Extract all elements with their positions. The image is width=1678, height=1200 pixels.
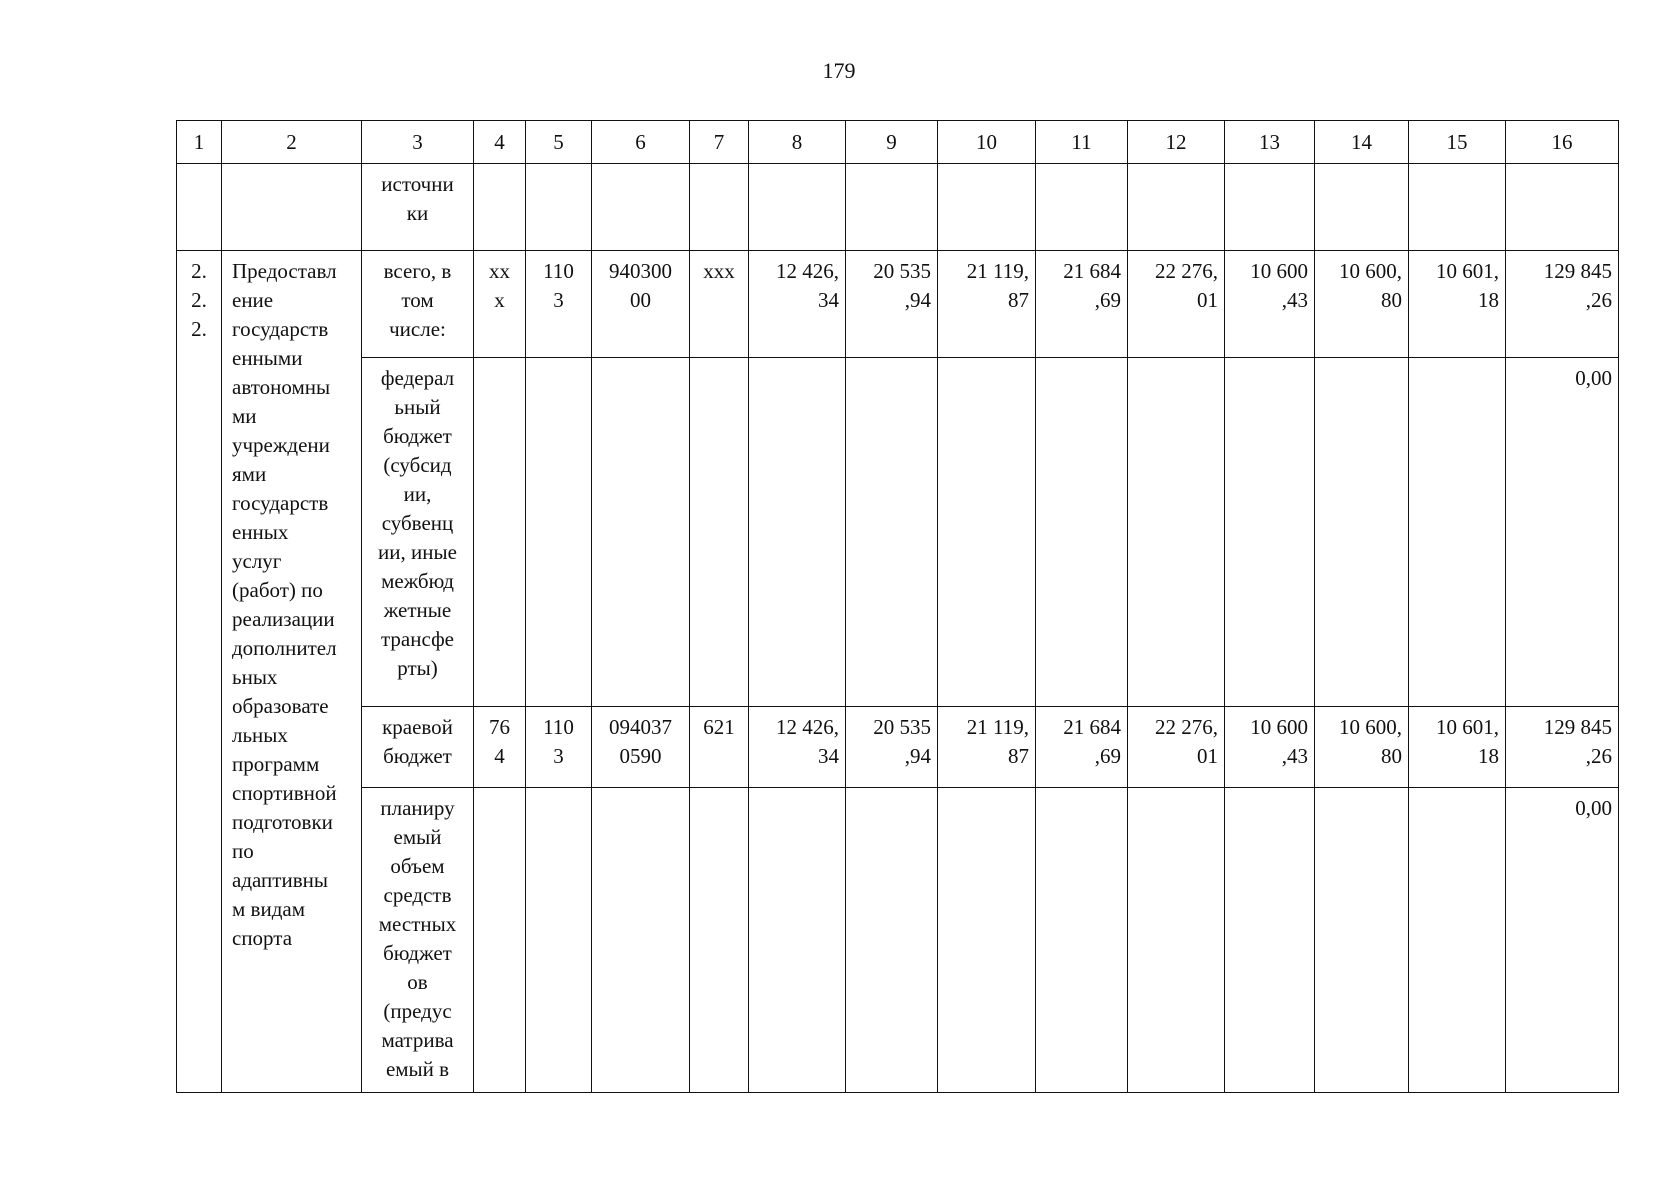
value-cell: 0,00 — [1506, 788, 1619, 1093]
table-cell — [1128, 788, 1225, 1093]
table-cell — [222, 164, 362, 251]
table-cell — [1225, 358, 1315, 707]
value-cell: 12 426, 34 — [749, 251, 846, 358]
table-cell — [1036, 164, 1128, 251]
table-cell — [846, 358, 938, 707]
table-cell — [1409, 164, 1506, 251]
value-cell: 0,00 — [1506, 358, 1619, 707]
table-cell — [526, 164, 592, 251]
header-cell: 13 — [1225, 121, 1315, 164]
source-cell: краевой бюджет — [362, 707, 474, 788]
table-cell — [938, 164, 1036, 251]
table-cell — [749, 788, 846, 1093]
table-cell — [1225, 788, 1315, 1093]
table-cell — [1315, 358, 1409, 707]
value-cell: ххх — [690, 251, 749, 358]
table-cell — [526, 358, 592, 707]
table-cell — [1036, 358, 1128, 707]
header-cell: 10 — [938, 121, 1036, 164]
regional-budget-row — [177, 707, 1619, 788]
value-cell: 129 845 ,26 — [1506, 707, 1619, 788]
table-cell — [592, 164, 690, 251]
source-cell: источни ки — [362, 164, 474, 251]
value-cell: 10 601, 18 — [1409, 251, 1506, 358]
header-cell: 15 — [1409, 121, 1506, 164]
value-cell: 10 600 ,43 — [1225, 707, 1315, 788]
table-cell — [846, 788, 938, 1093]
table-cell — [690, 358, 749, 707]
value-cell: 10 601, 18 — [1409, 707, 1506, 788]
table-cell — [592, 358, 690, 707]
table-cell — [1506, 164, 1619, 251]
header-cell: 7 — [690, 121, 749, 164]
value-cell: 621 — [690, 707, 749, 788]
value-cell: 110 3 — [526, 707, 592, 788]
value-cell: 094037 0590 — [592, 707, 690, 788]
header-cell: 8 — [749, 121, 846, 164]
table-cell — [474, 788, 526, 1093]
table-cell — [1128, 164, 1225, 251]
table-cell — [526, 788, 592, 1093]
header-cell: 14 — [1315, 121, 1409, 164]
table-cell — [592, 788, 690, 1093]
local-budget-row — [177, 788, 1619, 1093]
table-cell — [1225, 164, 1315, 251]
source-cell: всего, в том числе: — [362, 251, 474, 358]
table-cell — [1036, 788, 1128, 1093]
value-cell: 22 276, 01 — [1128, 707, 1225, 788]
value-cell: 110 3 — [526, 251, 592, 358]
value-cell: 21 119, 87 — [938, 251, 1036, 358]
table-cell — [1315, 788, 1409, 1093]
header-cell: 2 — [222, 121, 362, 164]
value-cell: 10 600, 80 — [1315, 707, 1409, 788]
table-cell — [1128, 358, 1225, 707]
value-cell: 21 119, 87 — [938, 707, 1036, 788]
column-number-row — [177, 121, 1619, 164]
header-cell: 12 — [1128, 121, 1225, 164]
value-cell: 940300 00 — [592, 251, 690, 358]
table-cell — [690, 788, 749, 1093]
header-cell: 16 — [1506, 121, 1619, 164]
value-cell: 10 600, 80 — [1315, 251, 1409, 358]
value-cell: 129 845 ,26 — [1506, 251, 1619, 358]
source-cell: планиру емый объем средств местных бюджет ов (предус матрива емый в — [362, 788, 474, 1093]
value-cell: 21 684 ,69 — [1036, 707, 1128, 788]
header-cell: 1 — [177, 121, 222, 164]
header-cell: 4 — [474, 121, 526, 164]
table-cell — [846, 164, 938, 251]
table-cell — [1409, 358, 1506, 707]
page-number: 179 — [822, 58, 856, 83]
value-cell: 20 535 ,94 — [846, 251, 938, 358]
value-cell: 22 276, 01 — [1128, 251, 1225, 358]
budget-table — [176, 120, 1619, 1093]
table-cell — [938, 788, 1036, 1093]
table-cell — [474, 358, 526, 707]
value-cell: 21 684 ,69 — [1036, 251, 1128, 358]
value-cell: 10 600 ,43 — [1225, 251, 1315, 358]
header-cell: 3 — [362, 121, 474, 164]
table-cell — [1315, 164, 1409, 251]
total-row — [177, 251, 1619, 358]
value-cell: 20 535 ,94 — [846, 707, 938, 788]
table-cell — [749, 164, 846, 251]
federal-budget-row — [177, 358, 1619, 707]
header-cell: 5 — [526, 121, 592, 164]
value-cell: 12 426, 34 — [749, 707, 846, 788]
header-cell: 9 — [846, 121, 938, 164]
source-cell: федерал ьный бюджет (субсид ии, субвенц ии, иные межбюд жетные трансфе рты) — [362, 358, 474, 707]
value-cell: хх х — [474, 251, 526, 358]
table-cell — [690, 164, 749, 251]
table-cell — [177, 164, 222, 251]
item-name-cell: Предоставл ение государств енными автономны ми учреждени ями государств енных услуг (работ) по реализации дополнител ьных образовате льных программ спортивной подготовки по адаптивны м видам спорта — [222, 251, 362, 1093]
header-cell: 11 — [1036, 121, 1128, 164]
item-number-cell: 2. 2. 2. — [177, 251, 222, 1093]
table-cell — [749, 358, 846, 707]
value-cell: 76 4 — [474, 707, 526, 788]
source-continuation-row — [177, 164, 1619, 251]
table-cell — [474, 164, 526, 251]
table-cell — [1409, 788, 1506, 1093]
table-cell — [938, 358, 1036, 707]
header-cell: 6 — [592, 121, 690, 164]
